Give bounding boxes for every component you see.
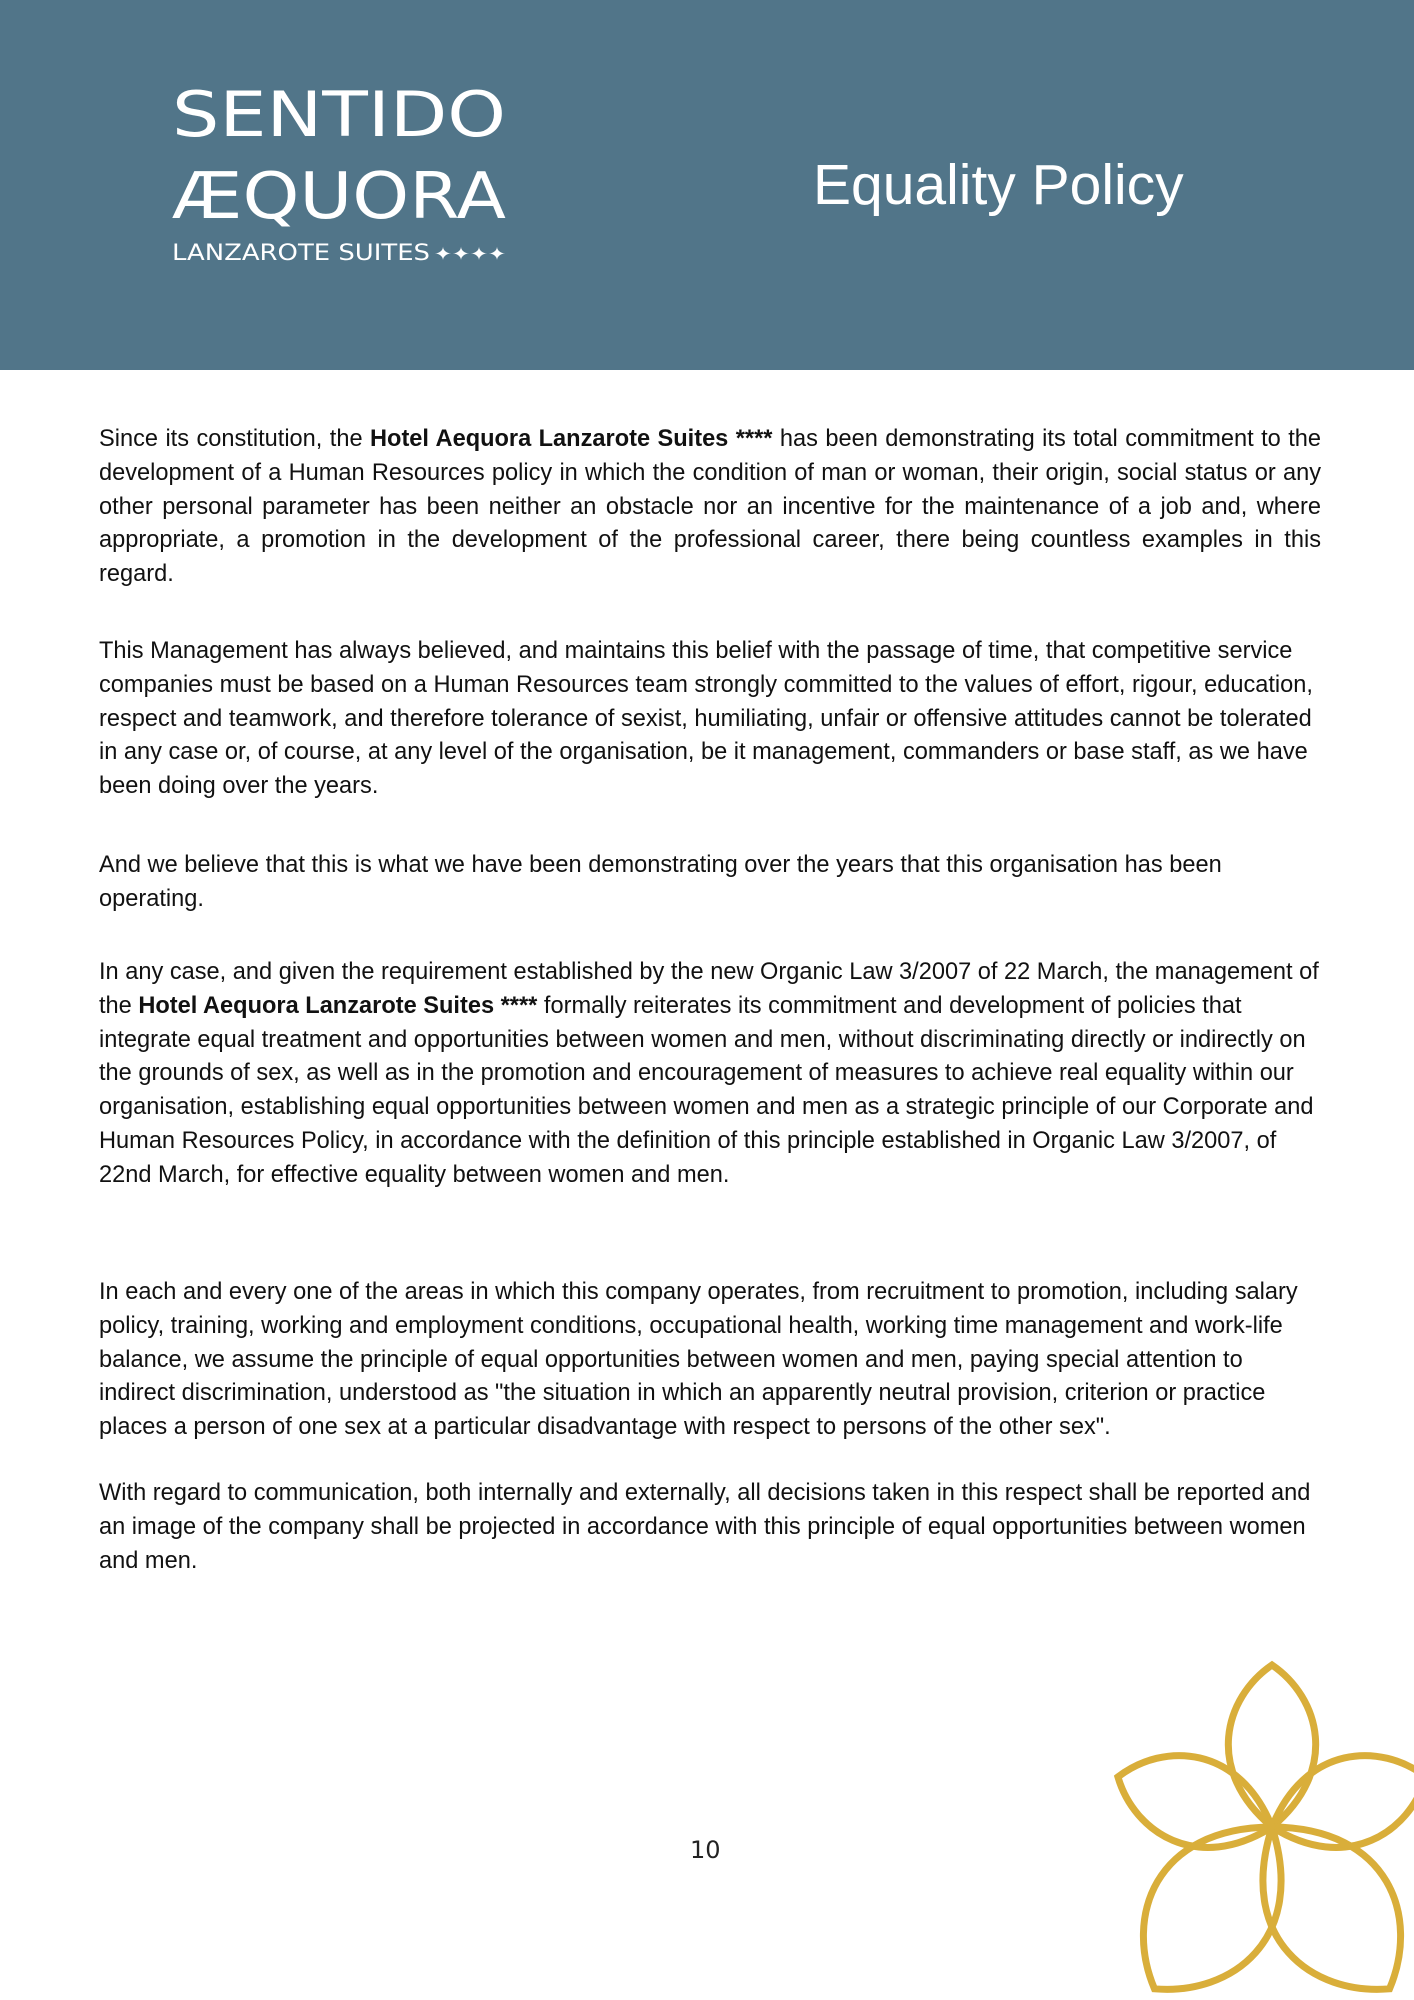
page-number: 10 — [690, 1836, 721, 1864]
flower-logo-icon — [1050, 1620, 1414, 2000]
svg-text:LANZAROTE SUITES: LANZAROTE SUITES — [172, 241, 430, 266]
svg-text:✦✦✦✦: ✦✦✦✦ — [434, 244, 506, 265]
hotel-logo — [168, 78, 518, 268]
paragraph-4: In any case, and given the requirement established by the new Organic Law 3/2007 of 22 March, the management of the Hotel Aequora Lanzarote Suites **** formally reiterates its commitment and development of policies that integrate equal treatment and opportunities between women and men, without discriminating directly or indirectly on the grounds of sex, as well as in the promotion and encouragement of measures to achieve real equality within our organisation, establishing equal opportunities between women and men as a strategic principle of our Corporate and Human Resources Policy, in accordance with the definition of this principle established in Organic Law 3/2007, of 22nd March, for effective equality between women and men. — [99, 959, 1319, 1188]
flower-petal — [1228, 1665, 1315, 1827]
flower-petal — [1223, 1791, 1414, 2000]
paragraph-1: Since its constitution, the Hotel Aequora Lanzarote Suites **** has been demonstrating its total commitment to the development of a Human Resources policy in which the condition of man or woman, their origin, social status or any other personal parameter has been neither an obstacle nor an incentive for the maintenance of a job and, where appropriate, a promotion in the development of the professional career, there being countless examples in this regard. — [99, 426, 1322, 588]
paragraph-2: This Management has always believed, and maintains this belief with the passage of time, that competitive service companies must be based on a Human Resources team strongly committed to the values of effort, rigour, education, respect and teamwork, and therefore tolerance of sexist, humiliating, unfair or offensive attitudes cannot be tolerated in any case or, of course, at any level of the organisation, be it management, commanders or base staff, as we have been doing over the years. — [99, 638, 1313, 800]
paragraph-5: In each and every one of the areas in which this company operates, from recruitment to promotion, including salary policy, training, working and employment conditions, occupational health, working time management and work-life balance, we assume the principle of equal opportunities between women and men, paying special attention to indirect discrimination, understood as "the situation in which an apparently neutral provision, criterion or practice places a person of one sex at a particular disadvantage with respect to persons of the other sex". — [99, 1279, 1298, 1441]
svg-text:SENTIDO: SENTIDO — [172, 78, 506, 151]
svg-text:ÆQUORA: ÆQUORA — [172, 160, 507, 234]
flower-petal — [1105, 1791, 1321, 2000]
flower-petal — [1259, 1735, 1414, 1868]
page-title: Equality Policy — [813, 153, 1184, 217]
paragraph-3: And we believe that this is what we have been demonstrating over the years that this organisation has been operating. — [99, 852, 1222, 912]
header-banner — [0, 0, 1414, 370]
paragraph-6: With regard to communication, both internally and externally, all decisions taken in this respect shall be reported and an image of the company shall be projected in accordance with this principle of equal opportunities between women and men. — [99, 1480, 1311, 1574]
flower-petal — [1104, 1735, 1285, 1868]
